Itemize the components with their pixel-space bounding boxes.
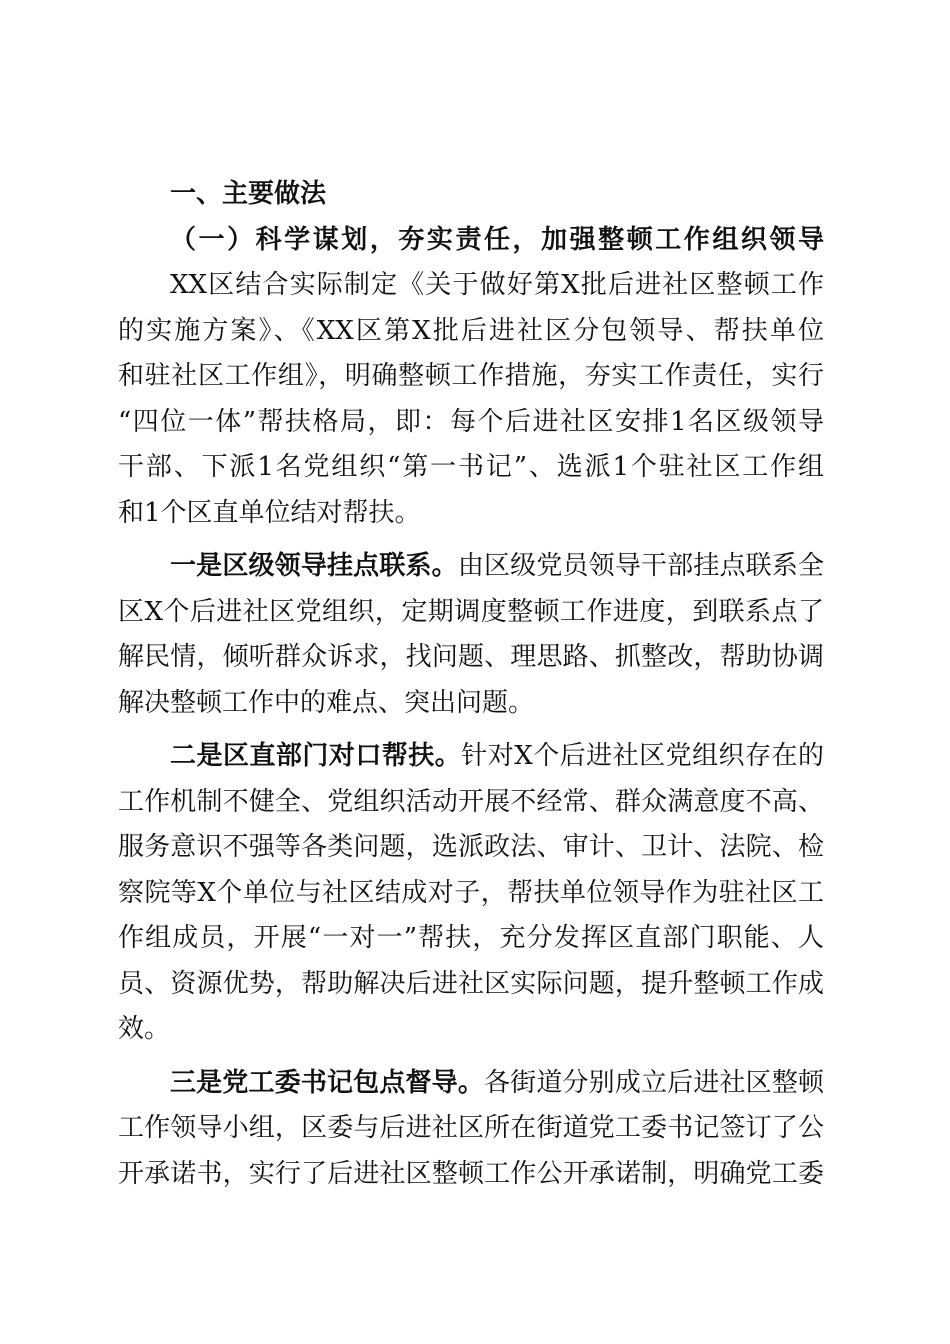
section-heading: 一、主要做法 <box>170 179 327 209</box>
paragraph-text: 各街道分别成立后进社区整顿 <box>484 1067 824 1098</box>
paragraph-text: 针对X个后进社区党组织存在的 <box>461 741 824 771</box>
paragraph-text: 由区级党员领导干部挂点联系全 <box>457 551 824 581</box>
paragraph-line <box>118 544 824 590</box>
paragraph-line <box>118 734 824 780</box>
paragraph-lead: 三是党工委书记包点督导。 <box>170 1067 484 1098</box>
subsection-heading: （一）科学谋划，夯实责任，加强整顿工作组织领导 <box>170 224 824 255</box>
paragraph-line: 服务意识不强等各类问题，选派政法、审计、卫计、法院、检 <box>118 832 824 862</box>
paragraph-2 <box>118 544 824 726</box>
paragraph-line: 和1个区直单位结对帮扶。 <box>118 497 421 528</box>
paragraph-line <box>118 1061 824 1107</box>
paragraph-line: 和驻社区工作组》，明确整顿工作措施，夯实工作责任，实行 <box>118 361 824 391</box>
paragraph-4 <box>118 1061 824 1198</box>
paragraph-line: “四位一体”帮扶格局，即：每个后进社区安排1名区级领导 <box>118 406 824 437</box>
paragraph-line: XX区结合实际制定《关于做好第X批后进社区整顿工作 <box>170 270 824 300</box>
paragraph-line: 解民情，倾听群众诉求，找问题、理思路、抓整改，帮助协调 <box>118 642 824 672</box>
paragraph-line: 区X个后进社区党组织，定期调度整顿工作进度，到联系点了 <box>118 596 824 627</box>
paragraph-line: 工作领导小组，区委与后进社区所在街道党工委书记签订了公 <box>118 1113 824 1143</box>
paragraph-line: 作组成员，开展“一对一”帮扶，充分发挥区直部门职能、人 <box>118 923 824 953</box>
document-page <box>118 172 824 1197</box>
paragraph-line: 干部、下派1名党组织“第一书记”、选派1个驻社区工作组 <box>118 452 824 482</box>
paragraph-1 <box>118 263 824 536</box>
paragraph-line: 开承诺书，实行了后进社区整顿工作公开承诺制，明确党工委 <box>118 1158 824 1189</box>
paragraph-lead: 二是区直部门对口帮扶。 <box>170 741 462 771</box>
paragraph-line: 效。 <box>118 1014 171 1044</box>
paragraph-line: 解决整顿工作中的难点、突出问题。 <box>118 687 535 718</box>
paragraph-lead: 一是区级领导挂点联系。 <box>170 551 458 581</box>
paragraph-line: 的实施方案》、《XX区第X批后进社区分包领导、帮扶单位 <box>118 315 824 346</box>
paragraph-3 <box>118 734 824 1053</box>
paragraph-line: 工作机制不健全、党组织活动开展不经常、群众满意度不高、 <box>118 786 824 817</box>
paragraph-line: 员、资源优势，帮助解决后进社区实际问题，提升整顿工作成 <box>118 968 824 999</box>
paragraph-line: 察院等X个单位与社区结成对子，帮扶单位领导作为驻社区工 <box>118 877 824 908</box>
